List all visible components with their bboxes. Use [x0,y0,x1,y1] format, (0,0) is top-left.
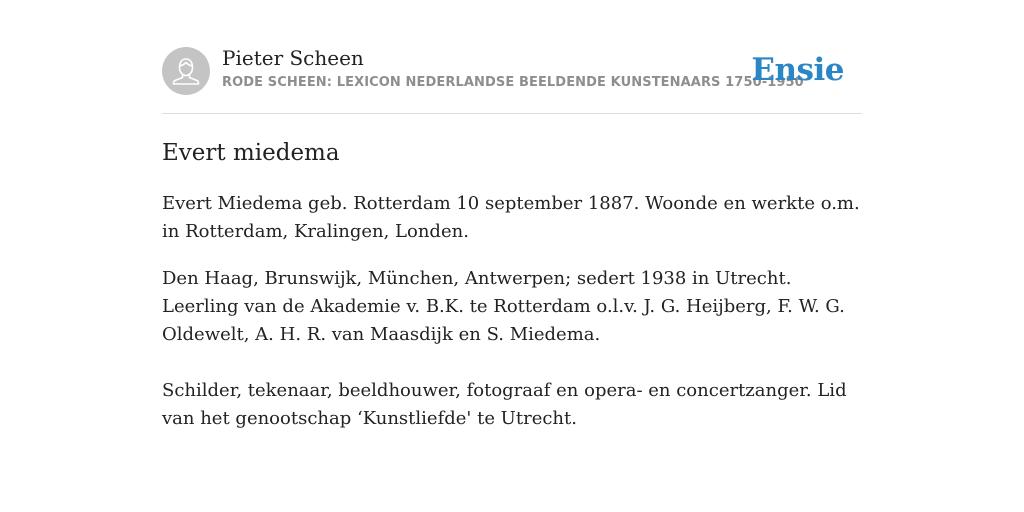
article-title: Evert miedema [162,140,340,166]
article-paragraph-3: Schilder, tekenaar, beeldhouwer, fotograaf en opera- en concertzanger. Lid van het genootschap ‘Kunstliefde' te Utrecht. [162,380,847,429]
user-silhouette-icon [162,47,210,95]
article-paragraph-2: Den Haag, Brunswijk, München, Antwerpen; sedert 1938 in Utrecht. Leerling van de Akademie v. B.K. te Rotterdam o.l.v. J. G. Heijberg, F. W. G. Oldewelt, A. H. R. van Maasdijk en S. Miedema. [162,268,845,345]
author-name[interactable]: Pieter Scheen [222,46,364,70]
article-paragraph-1: Evert Miedema geb. Rotterdam 10 september 1887. Woonde en werkte o.m. in Rotterdam, Kralingen, Londen. [162,193,860,242]
ensie-logo[interactable]: Ensie [751,52,844,88]
article-header [162,46,862,96]
source-title[interactable]: RODE SCHEEN: LEXICON NEDERLANDSE BEELDENDE KUNSTENAARS 1750-1950 [222,75,804,90]
avatar[interactable] [162,47,210,95]
header-divider [162,113,862,114]
